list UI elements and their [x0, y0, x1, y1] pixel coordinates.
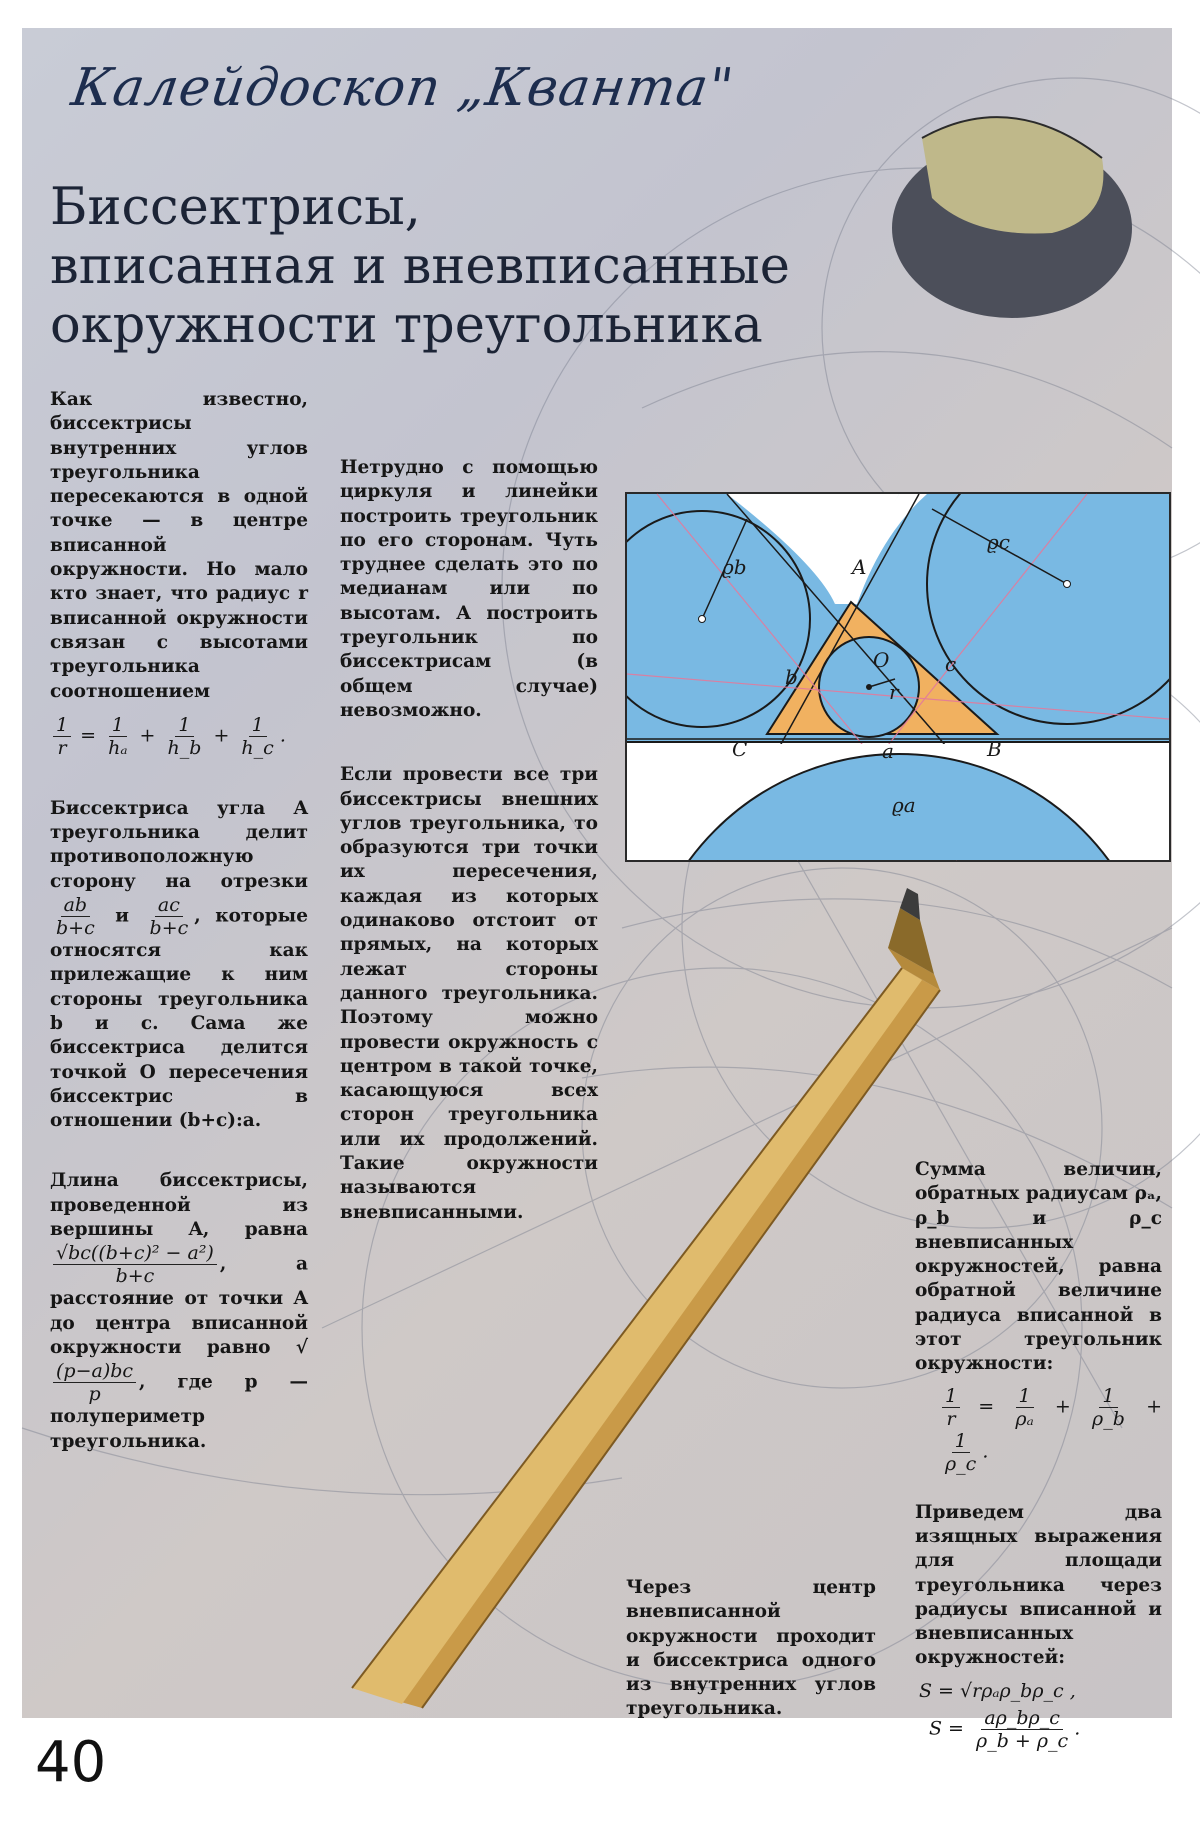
fraction-ab: $\frac{ab}{b+c}$: [56, 894, 95, 940]
label-rho-c: ϱc: [987, 530, 1010, 554]
fraction: $\frac{1}{h\_c}$: [241, 713, 274, 759]
col3-paragraph-1: Сумма величин, обратных радиусам ρₐ, ρ_b и ρ_c вневписанных окружностей, равна обратной величине радиуса вписанной в этот треугольник окружности:: [915, 1159, 1162, 1375]
column-1: [50, 388, 308, 1454]
formula-inradius-heights: $\frac{1}{r}$ = $\frac{1}{\text{hₐ}}$ + $\frac{1}{h\_b}$ + $\frac{1}{h\_c}$ .: [50, 714, 308, 759]
diagram-svg: [627, 494, 1169, 860]
magazine-page: [22, 28, 1172, 1753]
formula-area-2: S = $\frac{a\rho\_b\rho\_c}{\rho\_b + \rho\_c}$ .: [929, 1707, 1081, 1753]
triangle-diagram: [625, 492, 1171, 862]
fraction-ac: $\frac{ac}{b+c}$: [149, 894, 189, 940]
title-line-1: Биссектрисы,: [50, 178, 421, 237]
col2-paragraph-2: Если провести все три биссектрисы внешних углов треугольника, то образуются три точки их пересечения, каждая из которых одинаково отстоит от прямых, на которых лежат стороны данного треугольника. Поэтому можно провести окружность с центром в такой точке, касающуюся всех сторон треугольника или их продолжений. Такие окружности называются вневписанными.: [340, 764, 598, 1223]
fraction: $\frac{1}{\text{hₐ}}$: [108, 713, 128, 759]
fraction: $\frac{1}{h\_b}$: [167, 713, 202, 759]
col3-paragraph-2: Приведем два изящных выражения для площади треугольника через радиусы вписанной и вневписанных окружностей:: [915, 1501, 1162, 1669]
title-line-3: окружности треугольника: [50, 296, 763, 355]
title-line-2: вписанная и вневписанные: [50, 237, 790, 296]
page-number: 40: [35, 1730, 107, 1795]
col-bottom-paragraph: Через центр вневписанной окружности проходит и биссектриса одного из внутренних углов треугольника.: [626, 1577, 876, 1720]
label-rho-a: ϱa: [892, 793, 916, 817]
col1-paragraph-1: Как известно, биссектрисы внутренних углов треугольника пересекаются в одной точке — в центре вписанной окружности. Но мало кто знает, что радиус r вписанной окружности связан с высотами треугольника соотношением: [50, 389, 308, 702]
formula-reciprocal-radii: $\frac{1}{r}$ = $\frac{1}{\text{ρₐ}}$ + $\frac{1}{\rho\_b}$ + $\frac{1}{\rho\_c}$ .: [939, 1385, 1162, 1475]
fraction: $\frac{1}{r}$: [53, 714, 71, 759]
label-B: B: [987, 737, 1002, 761]
label-C: C: [732, 737, 748, 761]
label-A: A: [852, 555, 867, 579]
series-header: Калейдоскоп „Кванта": [67, 58, 738, 118]
col1-paragraph-2: Биссектриса угла A треугольника делит противоположную сторону на отрезки $\frac{ab}{b+c}$ и $\frac{ac}{b+c}$ , которые относятся как прилежащие к ним стороны треугольника b и c. Сама же биссектриса делится точкой O пересечения биссектрис в отношении (b+c):a.: [50, 797, 308, 1132]
stone-illustration: [892, 117, 1132, 318]
column-bottom: [626, 1576, 876, 1722]
article-title: [50, 178, 830, 355]
label-c: c: [945, 652, 957, 676]
col2-paragraph-1: Нетрудно с помощью циркуля и линейки построить треугольник по его сторонам. Чуть труднее сделать это по медианам или по высотам. А построить треугольник по биссектрисам (в общем случае) невозможно.: [340, 457, 598, 721]
label-r: r: [889, 680, 899, 704]
fraction-bisector-length: $\frac{\text{√bc((b+c)² − a²)}}{b+c}$: [53, 1242, 217, 1287]
column-2: [340, 456, 598, 1225]
label-O: O: [873, 648, 890, 672]
label-rho-b: ϱb: [722, 555, 747, 579]
col1-paragraph-3: Длина биссектрисы, проведенной из вершины A, равна $\frac{\text{√bc((b+c)² − a²)}}{b+c}$ , а расстояние от точки A до центра вписанной окружности равно √ $\frac{(p-a)bc}{p}$ , где p — полупериметр треугольника.: [50, 1170, 308, 1452]
fraction-distance: $\frac{(p-a)bc}{p}$: [53, 1360, 136, 1405]
label-a: a: [882, 739, 894, 763]
label-b: b: [785, 665, 798, 689]
column-3: [915, 1158, 1162, 1752]
formula-area-1: S = √rρₐρ_bρ_c ,: [919, 1679, 1076, 1702]
